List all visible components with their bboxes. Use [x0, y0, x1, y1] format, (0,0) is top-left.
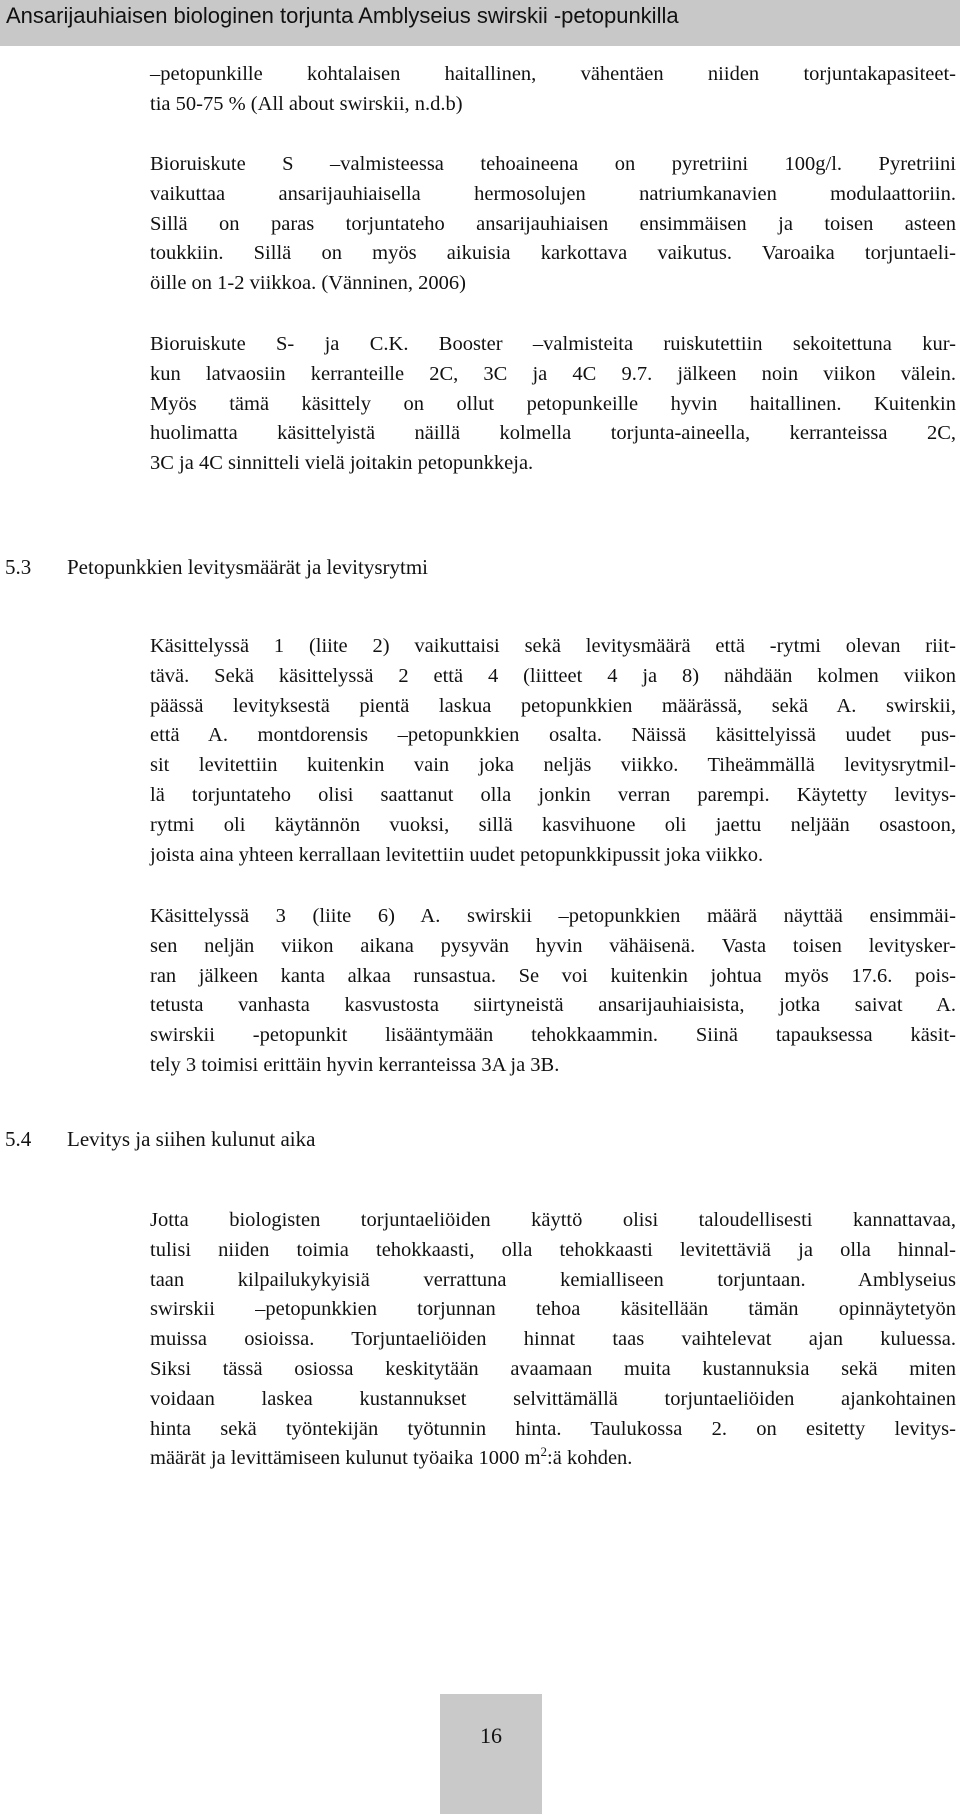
text-line: joista aina yhteen kerrallaan levitettiin uudet petopunkkipussit joka viikko. [150, 843, 764, 866]
section-heading-5-4 [5, 1124, 315, 1154]
text-line: sen neljän viikon aikana pysyvän hyvin vähäisenä. Vasta toisen levitysker- [150, 934, 956, 957]
text-fragment: :ä kohden. [547, 1447, 633, 1470]
text-line: vaikuttaa ansarijauhiaisella hermosolujen natriumkanavien modulaattoriin. [150, 182, 956, 205]
section-heading-5-3 [5, 552, 428, 582]
text-line: taan kilpailukykyisiä verrattuna kemialliseen torjuntaan. Amblyseius [150, 1268, 956, 1291]
running-header [0, 0, 960, 46]
text-line: hinta sekä työntekijän työtunnin hinta. Taulukossa 2. on esitetty levitys- [150, 1417, 956, 1440]
text-line: swirskii -petopunkit lisääntymään tehokkaammin. Siinä tapauksessa käsit- [150, 1024, 956, 1047]
text-line: 3C ja 4C sinnitteli vielä joitakin petopunkkeja. [150, 452, 534, 475]
page-number: 16 [480, 1723, 502, 1748]
superscript: 2 [540, 1444, 548, 1460]
text-line: toukkiin. Sillä on myös aikuisia karkottava vaikutus. Varoaika torjuntaeli- [150, 242, 956, 265]
text-line: tetusta vanhasta kasvustosta siirtyneistä ansarijauhiaisista, jotka saivat A. [150, 994, 956, 1017]
text-line: tävä. Sekä käsittelyssä 2 että 4 (liitteet 4 ja 8) nähdään kolmen viikon [150, 664, 956, 687]
text-line: päässä levityksestä pientä laskua petopunkkien määrässä, sekä A. swirskii, [150, 694, 956, 717]
running-header-title: Ansarijauhiaisen biologinen torjunta Amblyseius swirskii -petopunkilla [6, 3, 679, 28]
text-line: swirskii –petopunkkien torjunnan tehoa käsitellään tämän opinnäytetyön [150, 1298, 956, 1321]
section-number: 5.3 [5, 555, 32, 579]
paragraph-4 [150, 632, 956, 870]
text-line: tia 50-75 % (All about swirskii, n.d.b) [150, 92, 463, 115]
text-line: Bioruiskute S- ja C.K. Booster –valmisteita ruiskutettiin sekoitettuna kur- [150, 333, 956, 355]
text-line: Bioruiskute S –valmisteessa tehoaineena on pyretriini 100g/l. Pyretriini [150, 153, 956, 175]
text-line: sit levitettiin kuitenkin vain joka neljäs viikko. Tiheämmällä levitysrytmil- [150, 754, 956, 777]
text-line-with-superscript [150, 1444, 956, 1474]
text-line: muissa osioissa. Torjuntaeliöiden hinnat taas vaihtelevat ajan kuluessa. [150, 1328, 956, 1351]
text-line: lä torjuntateho olisi saattanut olla jonkin verran parempi. Käytetty levitys- [150, 783, 956, 806]
paragraph-5 [150, 902, 956, 1081]
paragraph-3 [150, 330, 956, 479]
text-line: rytmi oli käytännön vuoksi, sillä kasvihuone oli jaettu neljään osastoon, [150, 813, 956, 836]
text-line: tely 3 toimisi erittäin hyvin kerranteissa 3A ja 3B. [150, 1053, 560, 1076]
section-title: Petopunkkien levitysmäärät ja levitysrytmi [67, 555, 429, 579]
text-line: Sillä on paras torjuntateho ansarijauhiaisen ensimmäisen ja toisen asteen [150, 212, 956, 235]
text-line: kun latvaosiin kerranteille 2C, 3C ja 4C 9.7. jälkeen noin viikon välein. [150, 362, 956, 385]
text-line: öille on 1-2 viikkoa. (Vänninen, 2006) [150, 272, 466, 295]
text-line: voidaan laskea kustannukset selvittämällä torjuntaeliöiden ajankohtainen [150, 1387, 956, 1410]
paragraph-2 [150, 150, 956, 299]
text-line: että A. montdorensis –petopunkkien osalta. Näissä käsittelyissä uudet pus- [150, 724, 956, 747]
text-line: tulisi niiden toimia tehokkaasti, olla tehokkaasti levitettäviä ja olla hinnal- [150, 1238, 956, 1261]
section-title: Levitys ja siihen kulunut aika [67, 1127, 316, 1151]
text-line: Myös tämä käsittely on ollut petopunkeille hyvin haitallinen. Kuitenkin [150, 392, 956, 415]
text-line: huolimatta käsittelyistä näillä kolmella torjunta-aineella, kerranteissa 2C, [150, 422, 956, 445]
section-number: 5.4 [5, 1127, 32, 1151]
text-line: –petopunkille kohtalaisen haitallinen, vähentäen niiden torjuntakapasiteet- [150, 63, 956, 85]
text-line: Jotta biologisten torjuntaeliöiden käyttö olisi taloudellisesti kannattavaa, [150, 1209, 956, 1231]
text-line: ran jälkeen kanta alkaa runsastua. Se voi kuitenkin johtua myös 17.6. pois- [150, 964, 956, 987]
text-line: Siksi tässä osiossa keskitytään avaamaan muita kustannuksia sekä miten [150, 1357, 956, 1380]
text-fragment: määrät ja levittämiseen kulunut työaika 1000 m [150, 1447, 541, 1470]
text-line: Käsittelyssä 3 (liite 6) A. swirskii –petopunkkien määrä näyttää ensimmäi- [150, 905, 956, 927]
text-line: Käsittelyssä 1 (liite 2) vaikuttaisi sekä levitysmäärä että -rytmi olevan riit- [150, 635, 956, 657]
page-number-box [440, 1694, 542, 1814]
paragraph-1 [150, 60, 956, 120]
paragraph-6 [150, 1206, 956, 1474]
